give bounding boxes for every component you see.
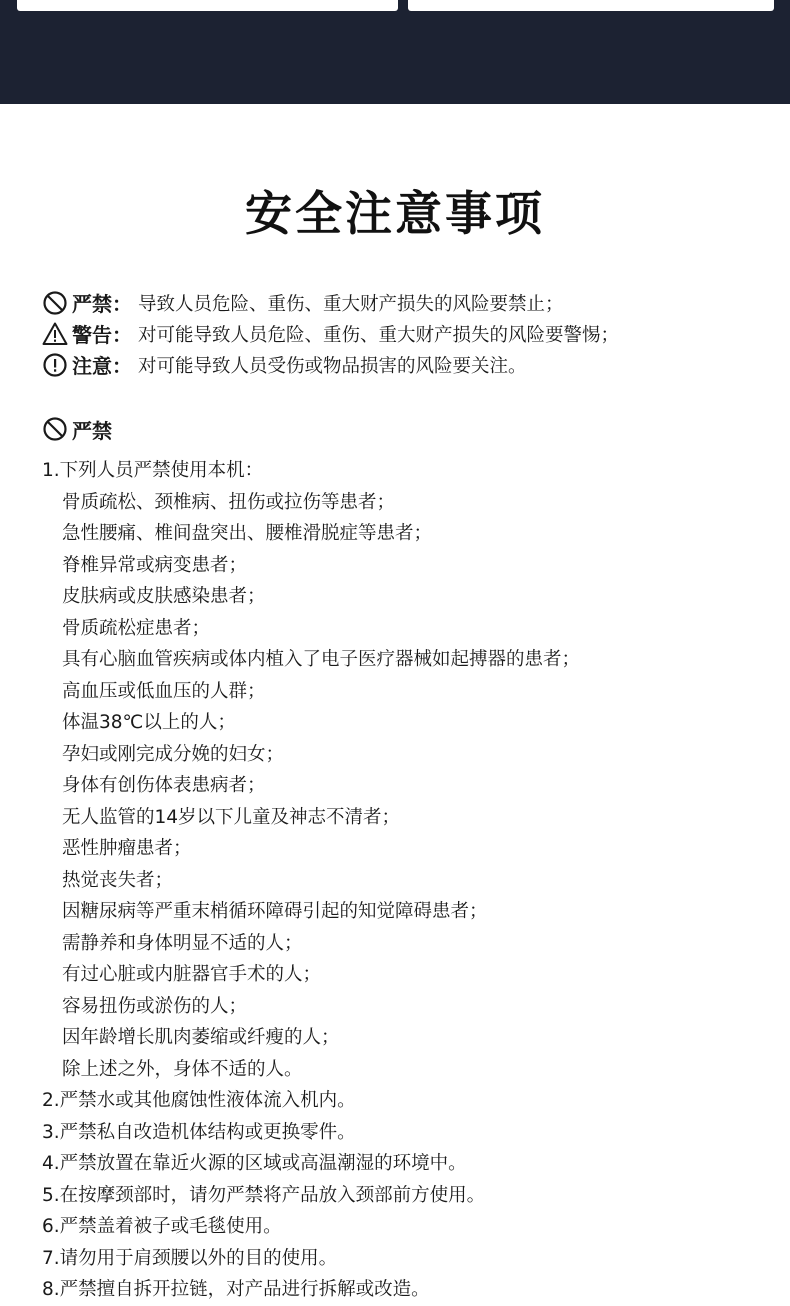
top-image-card-left xyxy=(17,0,398,11)
legend-colon: ： xyxy=(112,323,132,347)
legend-text: 导致人员危险、重伤、重大财产损失的风险要禁止； xyxy=(138,293,564,315)
list-item: 有过心脏或内脏器官手术的人； xyxy=(62,964,322,985)
list-item: 因年龄增长肌肉萎缩或纤瘦的人； xyxy=(62,1027,340,1048)
list-item: 体温38℃以上的人； xyxy=(62,712,236,733)
list-item: 2.严禁水或其他腐蚀性液体流入机内。 xyxy=(42,1090,356,1111)
legend xyxy=(42,287,782,380)
list-item: 5.在按摩颈部时，请勿严禁将产品放入颈部前方使用。 xyxy=(42,1184,486,1206)
top-banner xyxy=(0,0,790,104)
rules-list xyxy=(42,455,787,1306)
list-item: 3.严禁私自改造机体结构或更换零件。 xyxy=(42,1121,356,1143)
legend-row-prohibited xyxy=(42,287,782,318)
list-item: 无人监管的14岁以下儿童及神志不清者； xyxy=(62,806,401,828)
list-item: 7.请勿用于肩颈腰以外的目的使用。 xyxy=(42,1247,338,1269)
list-item: 恶性肿瘤患者； xyxy=(62,838,192,859)
prohibited-icon xyxy=(42,290,68,316)
list-item: 急性腰痛、椎间盘突出、腰椎滑脱症等患者； xyxy=(62,523,433,544)
top-image-card-right xyxy=(408,0,774,11)
list-item: 1.下列人员严禁使用本机： xyxy=(42,460,264,481)
list-item: 因糖尿病等严重末梢循环障碍引起的知觉障碍患者； xyxy=(62,901,488,922)
list-item: 孕妇或刚完成分娩的妇女； xyxy=(62,743,285,765)
list-item: 6.严禁盖着被子或毛毯使用。 xyxy=(42,1216,282,1237)
list-item: 除上述之外，身体不适的人。 xyxy=(62,1058,303,1080)
warning-icon xyxy=(42,321,68,347)
list-item: 骨质疏松、颈椎病、扭伤或拉伤等患者； xyxy=(62,491,396,513)
list-item: 高血压或低血压的人群； xyxy=(62,680,266,702)
legend-text: 对可能导致人员危险、重伤、重大财产损失的风险要警惕； xyxy=(138,324,620,346)
list-item: 需静养和身体明显不适的人； xyxy=(62,932,303,954)
legend-term: 警告 xyxy=(72,323,112,347)
list-item: 具有心脑血管疾病或体内植入了电子医疗器械如起搏器的患者； xyxy=(62,649,581,670)
list-item: 身体有创伤体表患病者； xyxy=(62,775,266,796)
list-item: 容易扭伤或淤伤的人； xyxy=(62,995,248,1017)
legend-colon: ： xyxy=(112,354,132,378)
prohibited-icon xyxy=(42,416,68,442)
list-item: 8.严禁擅自拆开拉链，对产品进行拆解或改造。 xyxy=(42,1279,430,1300)
section-heading-prohibited xyxy=(42,414,112,444)
section-title: 严禁 xyxy=(72,418,112,443)
page-title: 安全注意事项 xyxy=(245,187,545,242)
caution-icon xyxy=(42,352,68,378)
legend-row-warning xyxy=(42,318,782,349)
legend-row-caution xyxy=(42,349,782,380)
legend-term: 注意 xyxy=(72,354,112,378)
list-item: 脊椎异常或病变患者； xyxy=(62,554,248,576)
list-item: 热觉丧失者； xyxy=(62,869,174,891)
legend-colon: ： xyxy=(112,292,132,316)
list-item: 皮肤病或皮肤感染患者； xyxy=(62,586,266,607)
legend-term: 严禁 xyxy=(72,292,112,316)
list-item: 4.严禁放置在靠近火源的区域或高温潮湿的环境中。 xyxy=(42,1153,467,1174)
legend-text: 对可能导致人员受伤或物品损害的风险要关注。 xyxy=(138,355,527,377)
list-item: 骨质疏松症患者； xyxy=(62,617,211,639)
